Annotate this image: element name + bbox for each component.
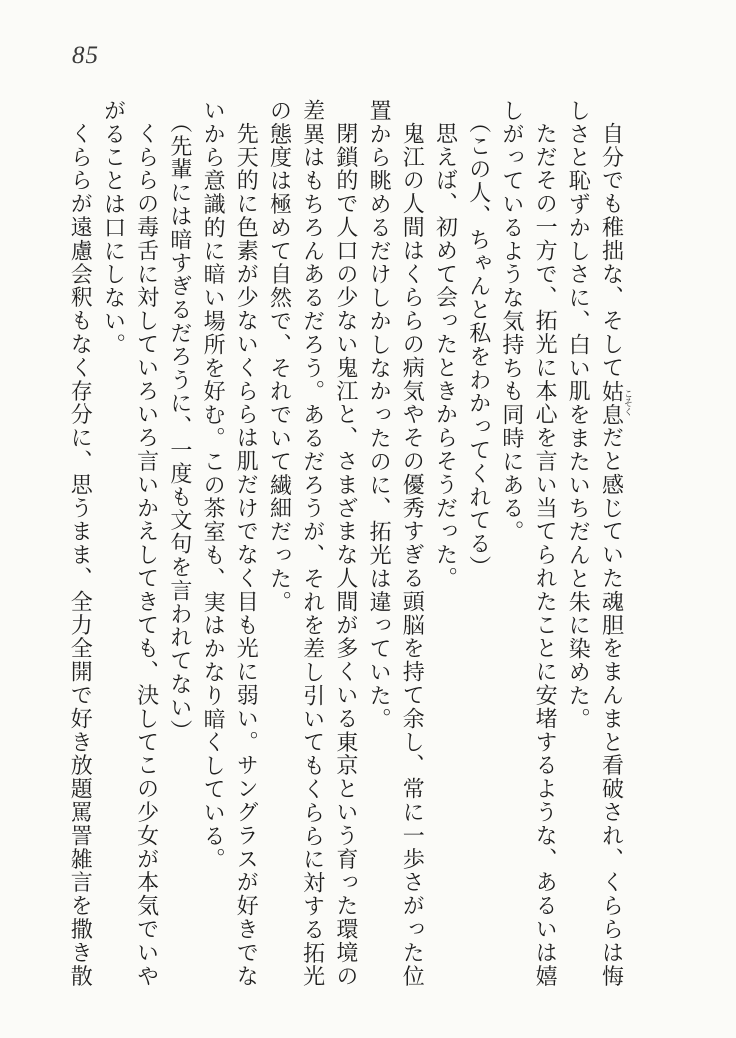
text-line: くららが遠慮会釈もなく存分に、思うまま、全力全開で好き放題罵詈雑言を撒き散 bbox=[68, 122, 94, 989]
text-line: しさと恥ずかしさに、白い肌をまたいちだんと朱に染めた。 bbox=[566, 99, 592, 731]
text-line: 差異はもちろんあるだろう。あるだろうが、それを差し引いてもくららに対する拓光 bbox=[300, 99, 326, 989]
text-line: （この人、ちゃんと私をわかってくれてる） bbox=[466, 111, 492, 579]
ruby-annotated-word: 姑息こそく bbox=[599, 379, 633, 427]
text-line: 置から眺めるだけしかしなかったのに、拓光は違っていた。 bbox=[367, 99, 393, 731]
text-line: いから意識的に暗い場所を好む。この茶室も、実はかなり暗くしている。 bbox=[201, 99, 227, 872]
text-line: くららの毒舌に対していろいろ言いかえしてきても、決してこの少女が本気でいや bbox=[134, 122, 160, 989]
page-number: 85 bbox=[72, 42, 99, 69]
text-line: しがっているような気持ちも同時にある。 bbox=[499, 99, 525, 544]
text-line: 先天的に色素が少ないくららは肌だけでなく目も光に弱い。サングラスが好きでな bbox=[234, 122, 260, 989]
text-line: 自分でも稚拙な、そして姑息こそくだと感じていた魂胆をまんまと看破され、くららは悔 bbox=[599, 122, 633, 989]
text-line: （先輩には暗すぎるだろうに、一度も文句を言われてない） bbox=[167, 111, 193, 743]
text-line: ただその一方で、拓光に本心を言い当てられたことに安堵するような、あるいは嬉 bbox=[533, 122, 559, 989]
text-line: 閉鎖的で人口の少ない鬼江と、さまざまな人間が多くいる東京という育った環境の bbox=[333, 122, 359, 989]
text-line: 思えば、初めて会ったときからそうだった。 bbox=[433, 122, 459, 591]
text-line: 鬼江の人間はくららの病気やその優秀すぎる頭脳を持て余し、常に一歩さがった位 bbox=[400, 122, 426, 989]
text-line: の態度は極めて自然で、それでいて繊細だった。 bbox=[267, 99, 293, 614]
text-block bbox=[64, 99, 633, 999]
text-line: がることは口にしない。 bbox=[101, 99, 127, 357]
